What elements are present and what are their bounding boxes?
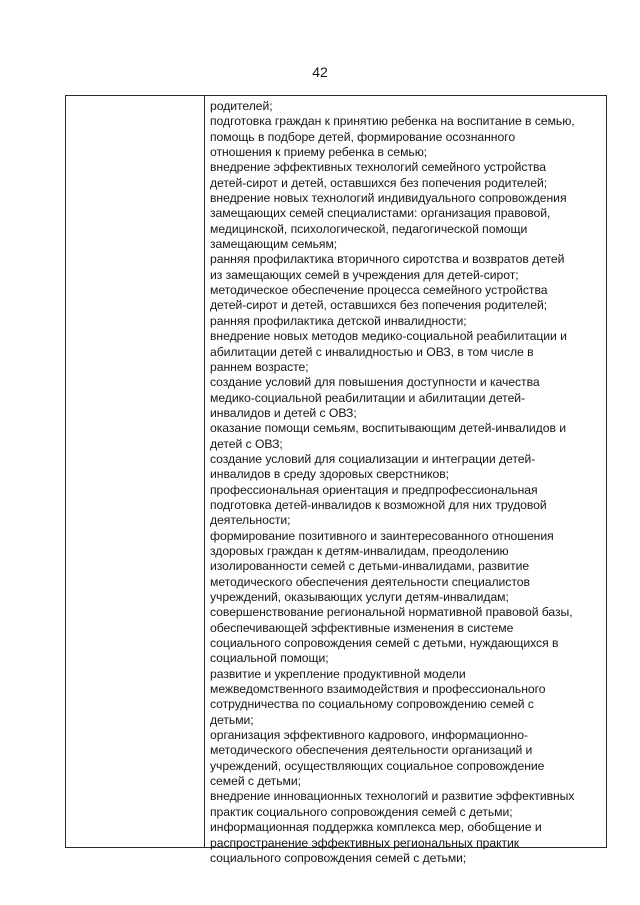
text-line: детей-сирот и детей, оставшихся без попечения родителей; bbox=[210, 298, 548, 313]
text-line: профессиональная ориентация и предпрофессиональная bbox=[210, 482, 538, 497]
text-line: внедрение новых технологий индивидуального сопровождения bbox=[210, 191, 567, 206]
text-line: формирование позитивного и заинтересованного отношения bbox=[210, 528, 554, 543]
text-line: создание условий для социализации и интеграции детей- bbox=[210, 451, 536, 466]
text-line: из замещающих семей в учреждения для детей-сирот; bbox=[210, 267, 519, 282]
text-line: совершенствование региональной нормативной правовой базы, bbox=[210, 605, 573, 620]
text-line: замещающих семей специалистами: организация правовой, bbox=[210, 206, 551, 221]
text-line: подготовка детей-инвалидов к возможной для них трудовой bbox=[210, 497, 547, 512]
text-line: изолированности семей с детьми-инвалидами, развитие bbox=[210, 559, 530, 574]
text-line: семей с детьми; bbox=[210, 774, 301, 789]
table-cell-right bbox=[210, 99, 604, 866]
text-line: замещающим семьям; bbox=[210, 237, 338, 252]
text-line: ранняя профилактика детской инвалидности; bbox=[210, 313, 467, 328]
text-line: абилитации детей с инвалидностью и ОВЗ, в том числе в bbox=[210, 344, 534, 359]
text-line: создание условий для повышения доступности и качества bbox=[210, 375, 540, 390]
column-divider bbox=[204, 96, 205, 847]
text-line: детей-сирот и детей, оставшихся без попечения родителей; bbox=[210, 175, 548, 190]
text-line: ранняя профилактика вторичного сиротства и возвратов детей bbox=[210, 252, 565, 267]
text-line: внедрение эффективных технологий семейного устройства bbox=[210, 160, 547, 175]
text-line: раннем возрасте; bbox=[210, 359, 309, 374]
text-line: медико-социальной реабилитации и абилитации детей- bbox=[210, 390, 526, 405]
text-line: деятельности; bbox=[210, 513, 291, 528]
text-line: обеспечивающей эффективные изменения в системе bbox=[210, 620, 514, 635]
table-cell-left bbox=[66, 96, 204, 847]
text-line: оказание помощи семьям, воспитывающим детей-инвалидов и bbox=[210, 421, 566, 436]
text-line: инвалидов в среду здоровых сверстников; bbox=[210, 467, 449, 482]
text-line: методического обеспечения деятельности организаций и bbox=[210, 743, 533, 758]
text-line: учреждений, оказывающих услуги детям-инвалидам; bbox=[210, 590, 509, 604]
text-line: родителей; bbox=[210, 99, 273, 113]
text-line: подготовка граждан к принятию ребенка на воспитание в семью, bbox=[210, 114, 575, 129]
document-table bbox=[65, 95, 607, 865]
text-line: внедрение новых методов медико-социальной реабилитации и bbox=[210, 329, 567, 344]
text-line: детей с ОВЗ; bbox=[210, 436, 283, 451]
text-line: организация эффективного кадрового, информационно- bbox=[210, 728, 528, 743]
text-line: развитие и укрепление продуктивной модели bbox=[210, 666, 466, 681]
text-line: социальной помощи; bbox=[210, 651, 329, 666]
text-line: помощь в подборе детей, формирование осознанного bbox=[210, 129, 516, 144]
text-line: внедрение инновационных технологий и развитие эффективных bbox=[210, 789, 575, 804]
text-line: социального сопровождения семей с детьми, нуждающихся в bbox=[210, 636, 559, 651]
page-number: 42 bbox=[312, 64, 328, 80]
text-line: практик социального сопровождения семей с детьми; bbox=[210, 804, 513, 819]
text-line: инвалидов и детей с ОВЗ; bbox=[210, 405, 357, 420]
text-line: здоровых граждан к детям-инвалидам, преодолению bbox=[210, 543, 509, 558]
text-line: методическое обеспечение процесса семейного устройства bbox=[210, 283, 548, 298]
text-line: сотрудничества по социальному сопровождению семей с bbox=[210, 697, 534, 712]
text-line: социального сопровождения семей с детьми; bbox=[210, 850, 467, 865]
text-line: методического обеспечения деятельности специалистов bbox=[210, 574, 530, 589]
text-line: распространение эффективных региональных практик bbox=[210, 835, 520, 850]
text-line: детьми; bbox=[210, 712, 254, 727]
text-line: учреждений, осуществляющих социальное сопровождение bbox=[210, 758, 545, 773]
text-line: информационная поддержка комплекса мер, обобщение и bbox=[210, 820, 542, 835]
text-line: межведомственного взаимодействия и профессионального bbox=[210, 682, 546, 697]
text-line: отношения к приему ребенка в семью; bbox=[210, 145, 428, 160]
text-line: медицинской, психологической, педагогической помощи bbox=[210, 221, 528, 236]
